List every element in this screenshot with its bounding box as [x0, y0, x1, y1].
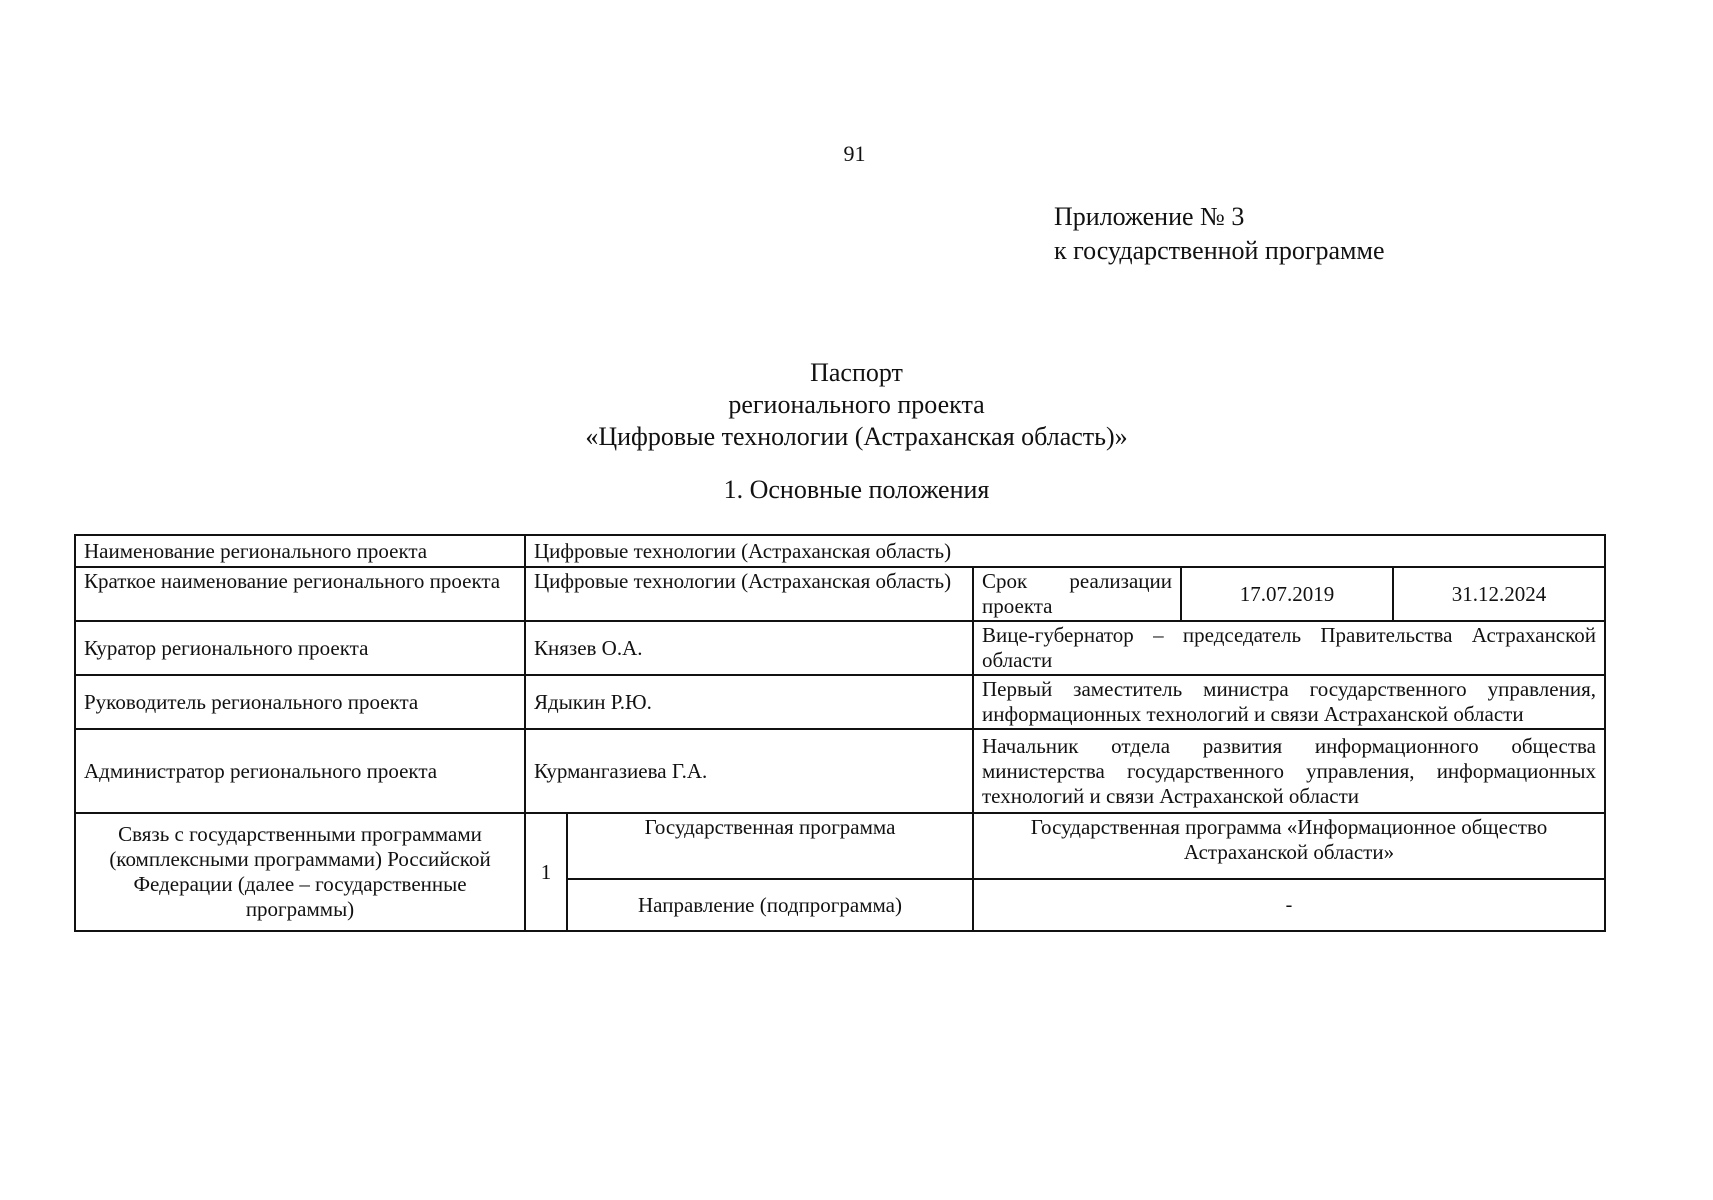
head-label: Руководитель регионального проекта [75, 675, 525, 729]
direction-value [973, 879, 1605, 931]
table-row [75, 675, 1605, 729]
table-row [75, 621, 1605, 675]
admin-label: Администратор регионального проекта [75, 729, 525, 813]
term-label: Срок реализации проекта [973, 567, 1181, 621]
curator-name: Князев О.А. [525, 621, 973, 675]
link-number: 1 [525, 813, 567, 931]
term-start-date: 17.07.2019 [1181, 567, 1393, 621]
table-row [75, 567, 1605, 621]
head-position: Первый заместитель министра государственного управления, информационных технологий и связи Астраханской области [973, 675, 1605, 729]
document-title [0, 357, 1713, 453]
appendix-line-1: Приложение № 3 [1054, 202, 1245, 231]
program-label: Государственная программа [567, 813, 973, 879]
title-line-1: Паспорт [810, 358, 903, 387]
table-row [75, 535, 1605, 567]
program-value: Государственная программа «Информационное общество Астраханской области» [973, 813, 1605, 879]
short-name-value: Цифровые технологии (Астраханская область) [525, 567, 973, 621]
admin-name: Курмангазиева Г.А. [525, 729, 973, 813]
head-name: Ядыкин Р.Ю. [525, 675, 973, 729]
admin-position: Начальник отдела развития информационного общества министерства государственного управления, информационных технологий и связи Астраханской области [973, 729, 1605, 813]
short-name-label: Краткое наименование регионального проекта [75, 567, 525, 621]
page-number: 91 [843, 141, 866, 166]
appendix-note [1054, 200, 1385, 268]
term-end-date: 31.12.2024 [1393, 567, 1605, 621]
curator-position: Вице-губернатор – председатель Правительства Астраханской области [973, 621, 1605, 675]
curator-label: Куратор регионального проекта [75, 621, 525, 675]
direction-label: Направление (подпрограмма) [567, 879, 973, 931]
link-label: Связь с государственными программами (комплексными программами) Российской Федерации (далее – государственные программы) [75, 813, 525, 931]
direction-dash: - [1285, 894, 1293, 916]
passport-table [74, 534, 1606, 932]
table-row [75, 813, 1605, 879]
title-line-3: «Цифровые технологии (Астраханская область)» [585, 422, 1128, 451]
title-line-2: регионального проекта [728, 390, 985, 419]
project-name-value: Цифровые технологии (Астраханская область) [525, 535, 1605, 567]
table-row [75, 729, 1605, 813]
appendix-line-2: к государственной программе [1054, 236, 1385, 265]
section-heading: 1. Основные положения [723, 475, 990, 504]
project-name-label: Наименование регионального проекта [75, 535, 525, 567]
